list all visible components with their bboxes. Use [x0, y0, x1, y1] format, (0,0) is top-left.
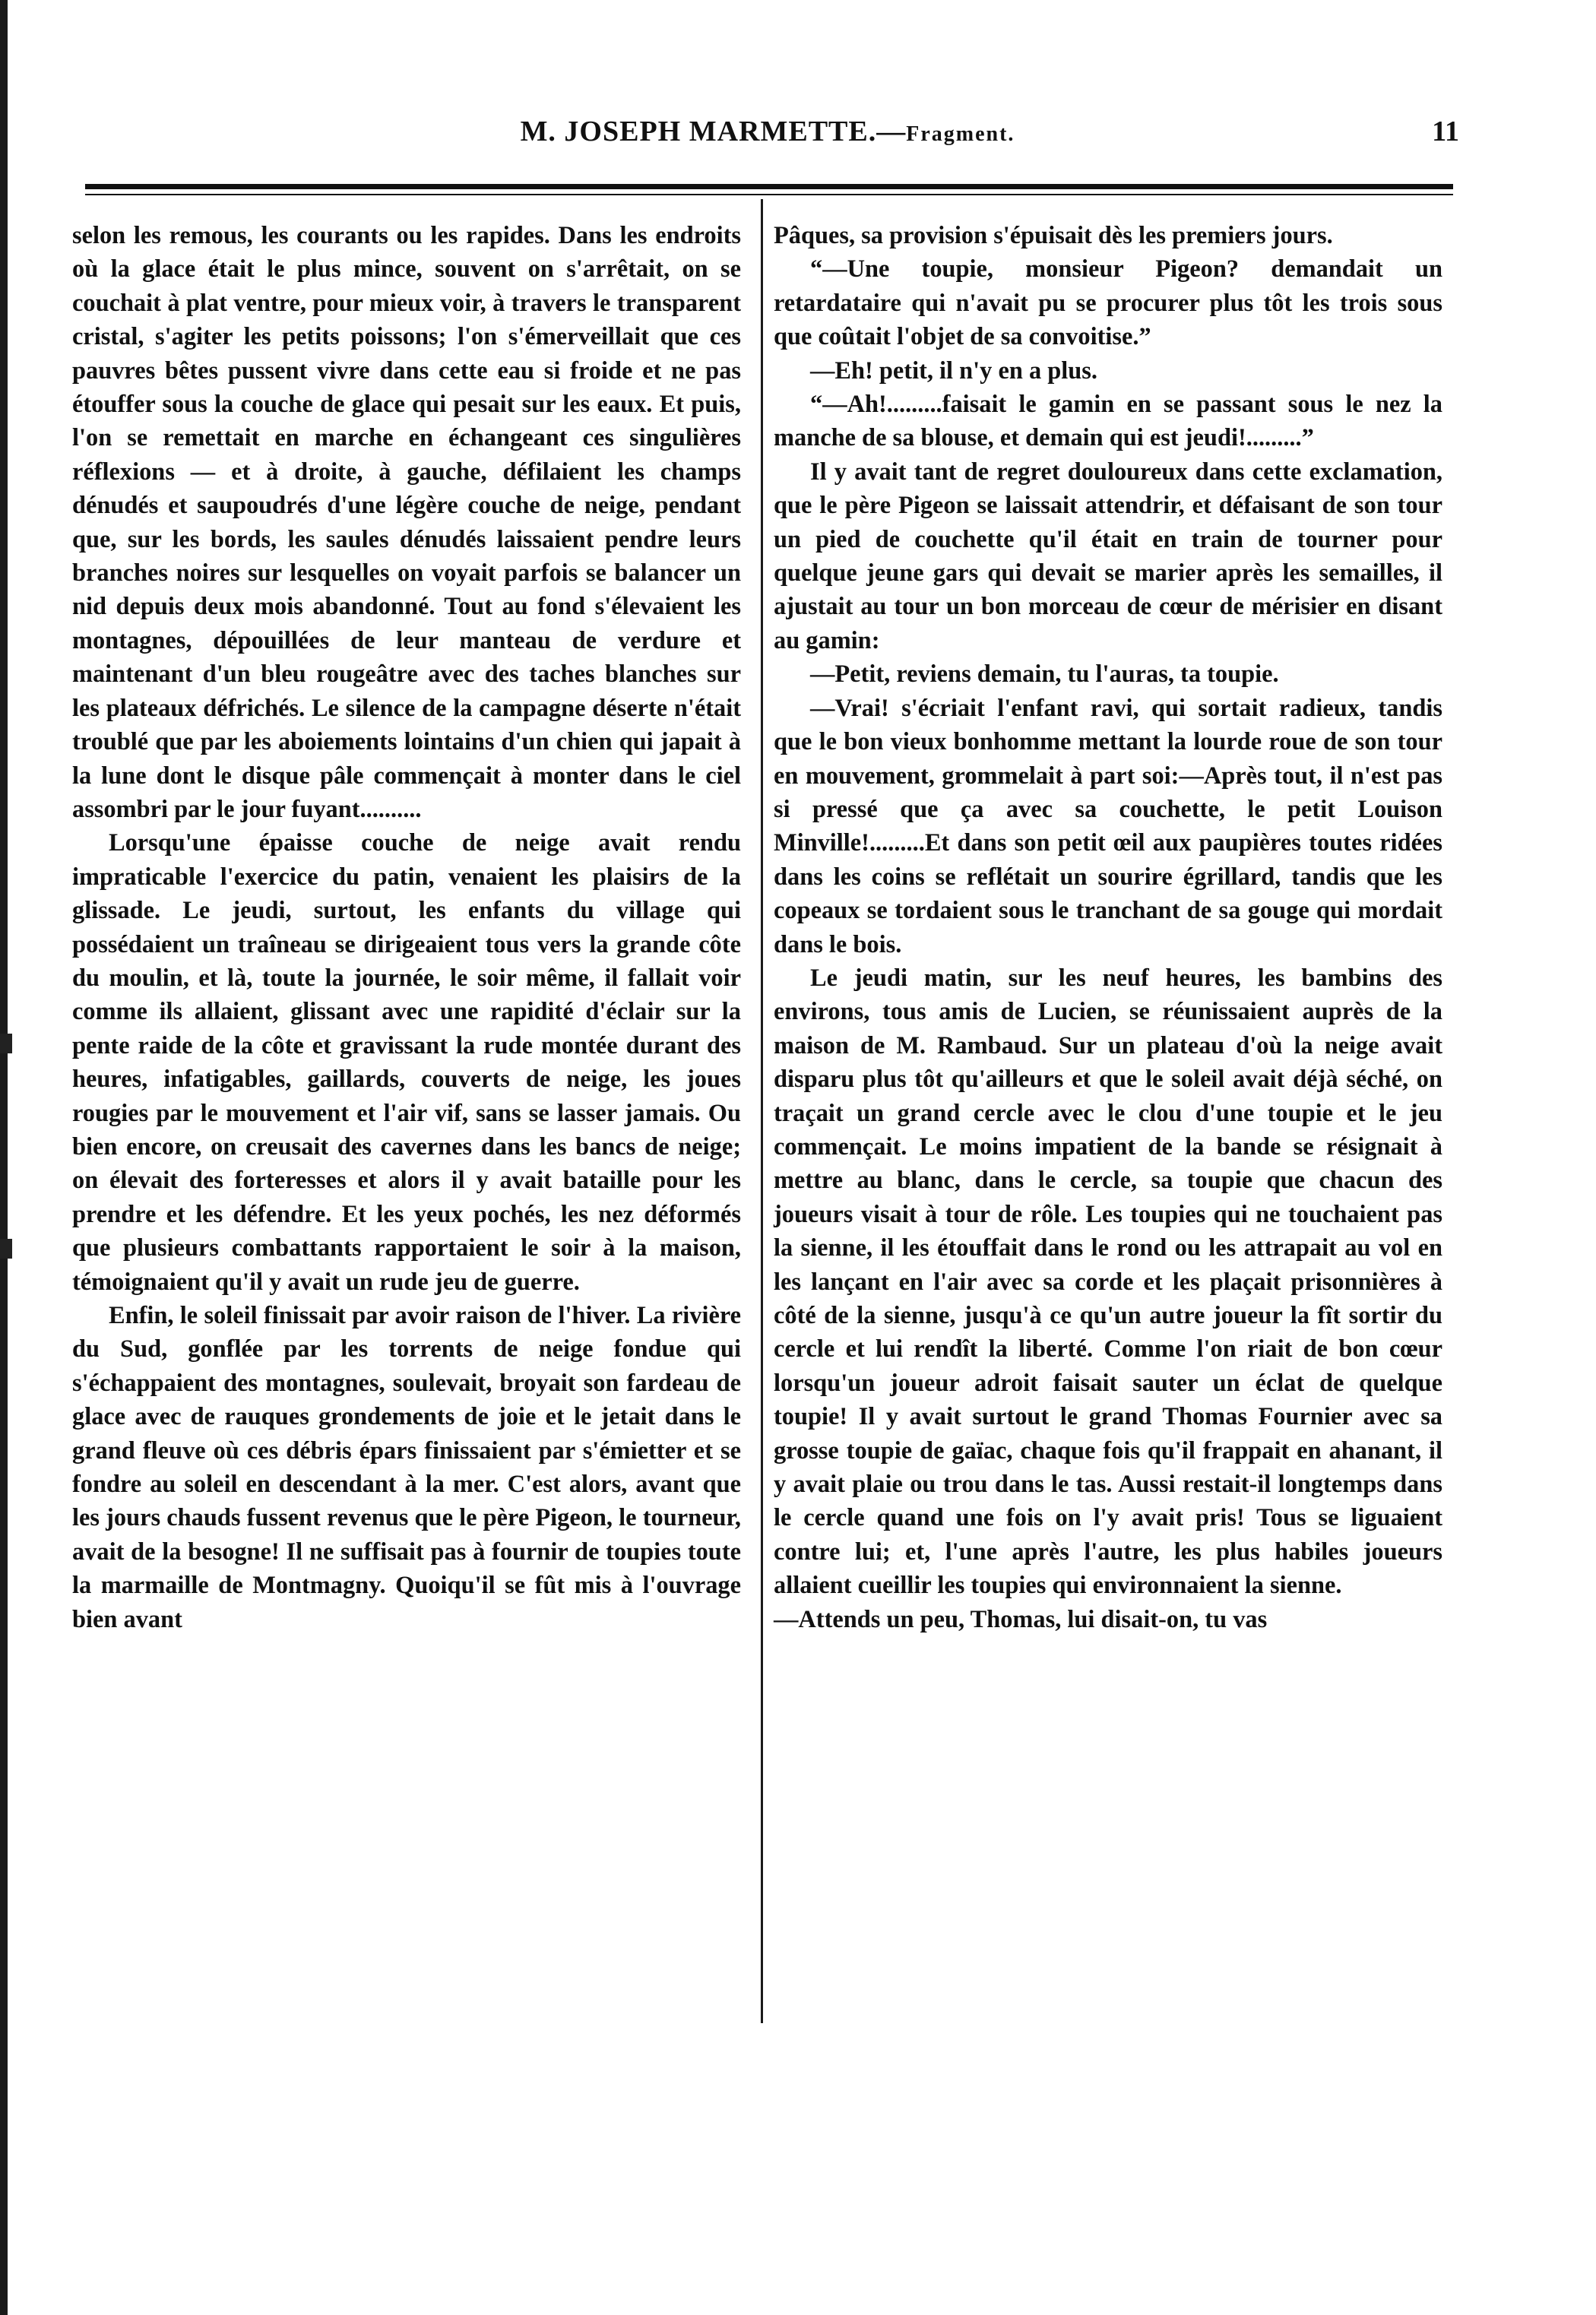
running-title-fragment: Fragment.: [906, 122, 1015, 146]
paragraph: Il y avait tant de regret douloureux dans cette exclamation, que le père Pigeon se laissait attendrir, et défaisant de son tour un pied de couchette qu'il était en train de tourner pour quelque jeune gars qui devait se marier après les semailles, il ajustait au tour un bon morceau de cœur de mérisier en disant au gamin:: [774, 458, 1442, 654]
running-title: [76, 112, 1459, 154]
dialogue-line: “—Une toupie, monsieur Pigeon? demandait un retardataire qui n'avait pu se procurer plus tôt les trois sous que coûtait l'objet de sa convoitise.”: [774, 255, 1442, 351]
header-rule-thick: [85, 184, 1453, 189]
binding-mark: [0, 1034, 12, 1053]
header-rule-thin: [85, 194, 1453, 195]
page-binding-edge: [0, 0, 8, 2315]
binding-mark: [0, 1239, 12, 1259]
column-divider: [761, 199, 763, 2023]
running-header: [76, 112, 1459, 150]
paragraph: Lorsqu'une épaisse couche de neige avait rendu impraticable l'exercice du patin, venaient les plaisirs de la glissade. Le jeudi, surtout, les enfants du village qui possédaient un traîneau se dirigeaient tous vers la grande côte du moulin, et là, toute la journée, le soir même, il fallait voir comme ils allaient, glissant avec une rapidité d'éclair sur la pente raide de la côte et gravissant la rude montée durant des heures, infatigables, gaillards, couverts de neige, les joues rougies par le mouvement et l'air vif, sans se lasser jamais. Ou bien encore, on creusait des cavernes dans les bancs de neige; on élevait des forteresses et alors il y avait bataille pour les prendre et les défendre. Et les yeux pochés, les nez déformés que plusieurs combattants rapportaient le soir à la maison, témoignaient qu'il y avait un rude jeu de guerre.: [72, 829, 741, 1296]
dialogue-line: —Vrai! s'écriait l'enfant ravi, qui sortait radieux, tandis que le bon vieux bonhomme mettant la lourde roue de son tour en mouvement, grommelait à part soi:—Après tout, il n'est pas si pressé que ça avec sa couchette, le petit Louison Minville!.........Et dans son petit œil aux paupières toutes ridées dans les coins se reflétait un sourire égrillard, tandis que les copeaux se tordaient sous le tranchant de sa gouge qui mordait dans le bois.: [774, 694, 1442, 958]
dialogue-line: —Eh! petit, il n'y en a plus.: [810, 356, 1097, 385]
paragraph: Pâques, sa provision s'épuisait dès les premiers jours.: [774, 222, 1333, 249]
paragraph: selon les remous, les courants ou les rapides. Dans les endroits où la glace était le plus mince, souvent on s'arrêtait, on se couchait à plat ventre, pour mieux voir, à travers le transparent cristal, s'agiter les petits poissons; l'on s'émerveillait que ces pauvres bêtes pussent vivre dans cette eau si froide et ne pas étouffer sous la couche de glace qui pesait sur les eaux. Et puis, l'on se remettait en marche en échangeant ces singulières réflexions — et à droite, à gauche, défilaient les champs dénudés et saupoudrés d'une légère couche de neige, pendant que, sur les bords, les saules dénudés laissaient pendre leurs branches noires sur lesquelles on voyait parfois se balancer un nid depuis deux mois abandonné. Tout au fond s'élevaient les montagnes, dépouillées de leur manteau de verdure et maintenant d'un bleu rougeâtre avec des taches blanches sur les plateaux défrichés. Le silence de la campagne déserte n'était troublé que par les aboiements lointains d'un chien qui japait à la lune dont le disque pâle commençait à monter dans le ciel assombri par le jour fuyant..........: [72, 222, 741, 823]
paragraph: Le jeudi matin, sur les neuf heures, les bambins des environs, tous amis de Lucien, se réunissaient auprès de la maison de M. Rambaud. Sur un plateau d'où la neige avait disparu plus tôt qu'ailleurs et que le soleil avait déjà séché, on traçait un grand cercle avec le clou d'une toupie et le jeu commençait. Le moins impatient de la bande se résignait à mettre au blanc, dans le cercle, sa toupie que chacun des joueurs visait à tour de rôle. Les toupies qui ne touchaient pas la sienne, il les étouffait dans le rond ou les attrapait au vol en les lançant en l'air avec sa corde et les plaçait prisonnières à côté de la sienne, jusqu'à ce qu'un autre joueur la fît sortir du cercle et lui rendît la liberté. Comme l'on riait de bon cœur lorsqu'un joueur adroit faisait sauter un éclat de quelque toupie! Il y avait surtout le grand Thomas Fournier avec sa grosse toupie de gaïac, chaque fois qu'il frappait en ahanant, il y avait plaie ou trou dans le tas. Aussi restait-il longtemps dans le cercle quand une fois on l'y avait pris! Tous se liguaient contre lui; et, l'une après l'autre, les plus habiles joueurs allaient cueillir les toupies qui environnaient la sienne.: [774, 964, 1442, 1600]
dialogue-line: “—Ah!.........faisait le gamin en se passant sous le nez la manche de sa blouse, et demain qui est jeudi!.........”: [774, 391, 1442, 452]
running-title-main: M. JOSEPH MARMETTE.—: [520, 116, 907, 147]
dialogue-line: —Attends un peu, Thomas, lui disait-on, tu vas: [774, 1605, 1268, 1633]
left-column: [72, 219, 741, 1636]
paragraph: Enfin, le soleil finissait par avoir raison de l'hiver. La rivière du Sud, gonflée par les torrents de neige fondue qui s'échappaient des montagnes, soulevait, broyait son fardeau de glace avec de rauques grondements de joie et le jetait dans le grand fleuve où ces débris épars finissaient par s'émietter et se fondre au soleil en descendant à la mer. C'est alors, avant que les jours chauds fussent revenus que le père Pigeon, le tourneur, avait de la besogne! Il ne suffisait pas à fournir de toupies toute la marmaille de Montmagny. Quoiqu'il se fût mis à l'ouvrage bien avant: [72, 1302, 741, 1633]
page-number: 11: [1432, 116, 1459, 147]
right-column: [774, 219, 1442, 1636]
dialogue-line: —Petit, reviens demain, tu l'auras, ta toupie.: [810, 660, 1279, 689]
